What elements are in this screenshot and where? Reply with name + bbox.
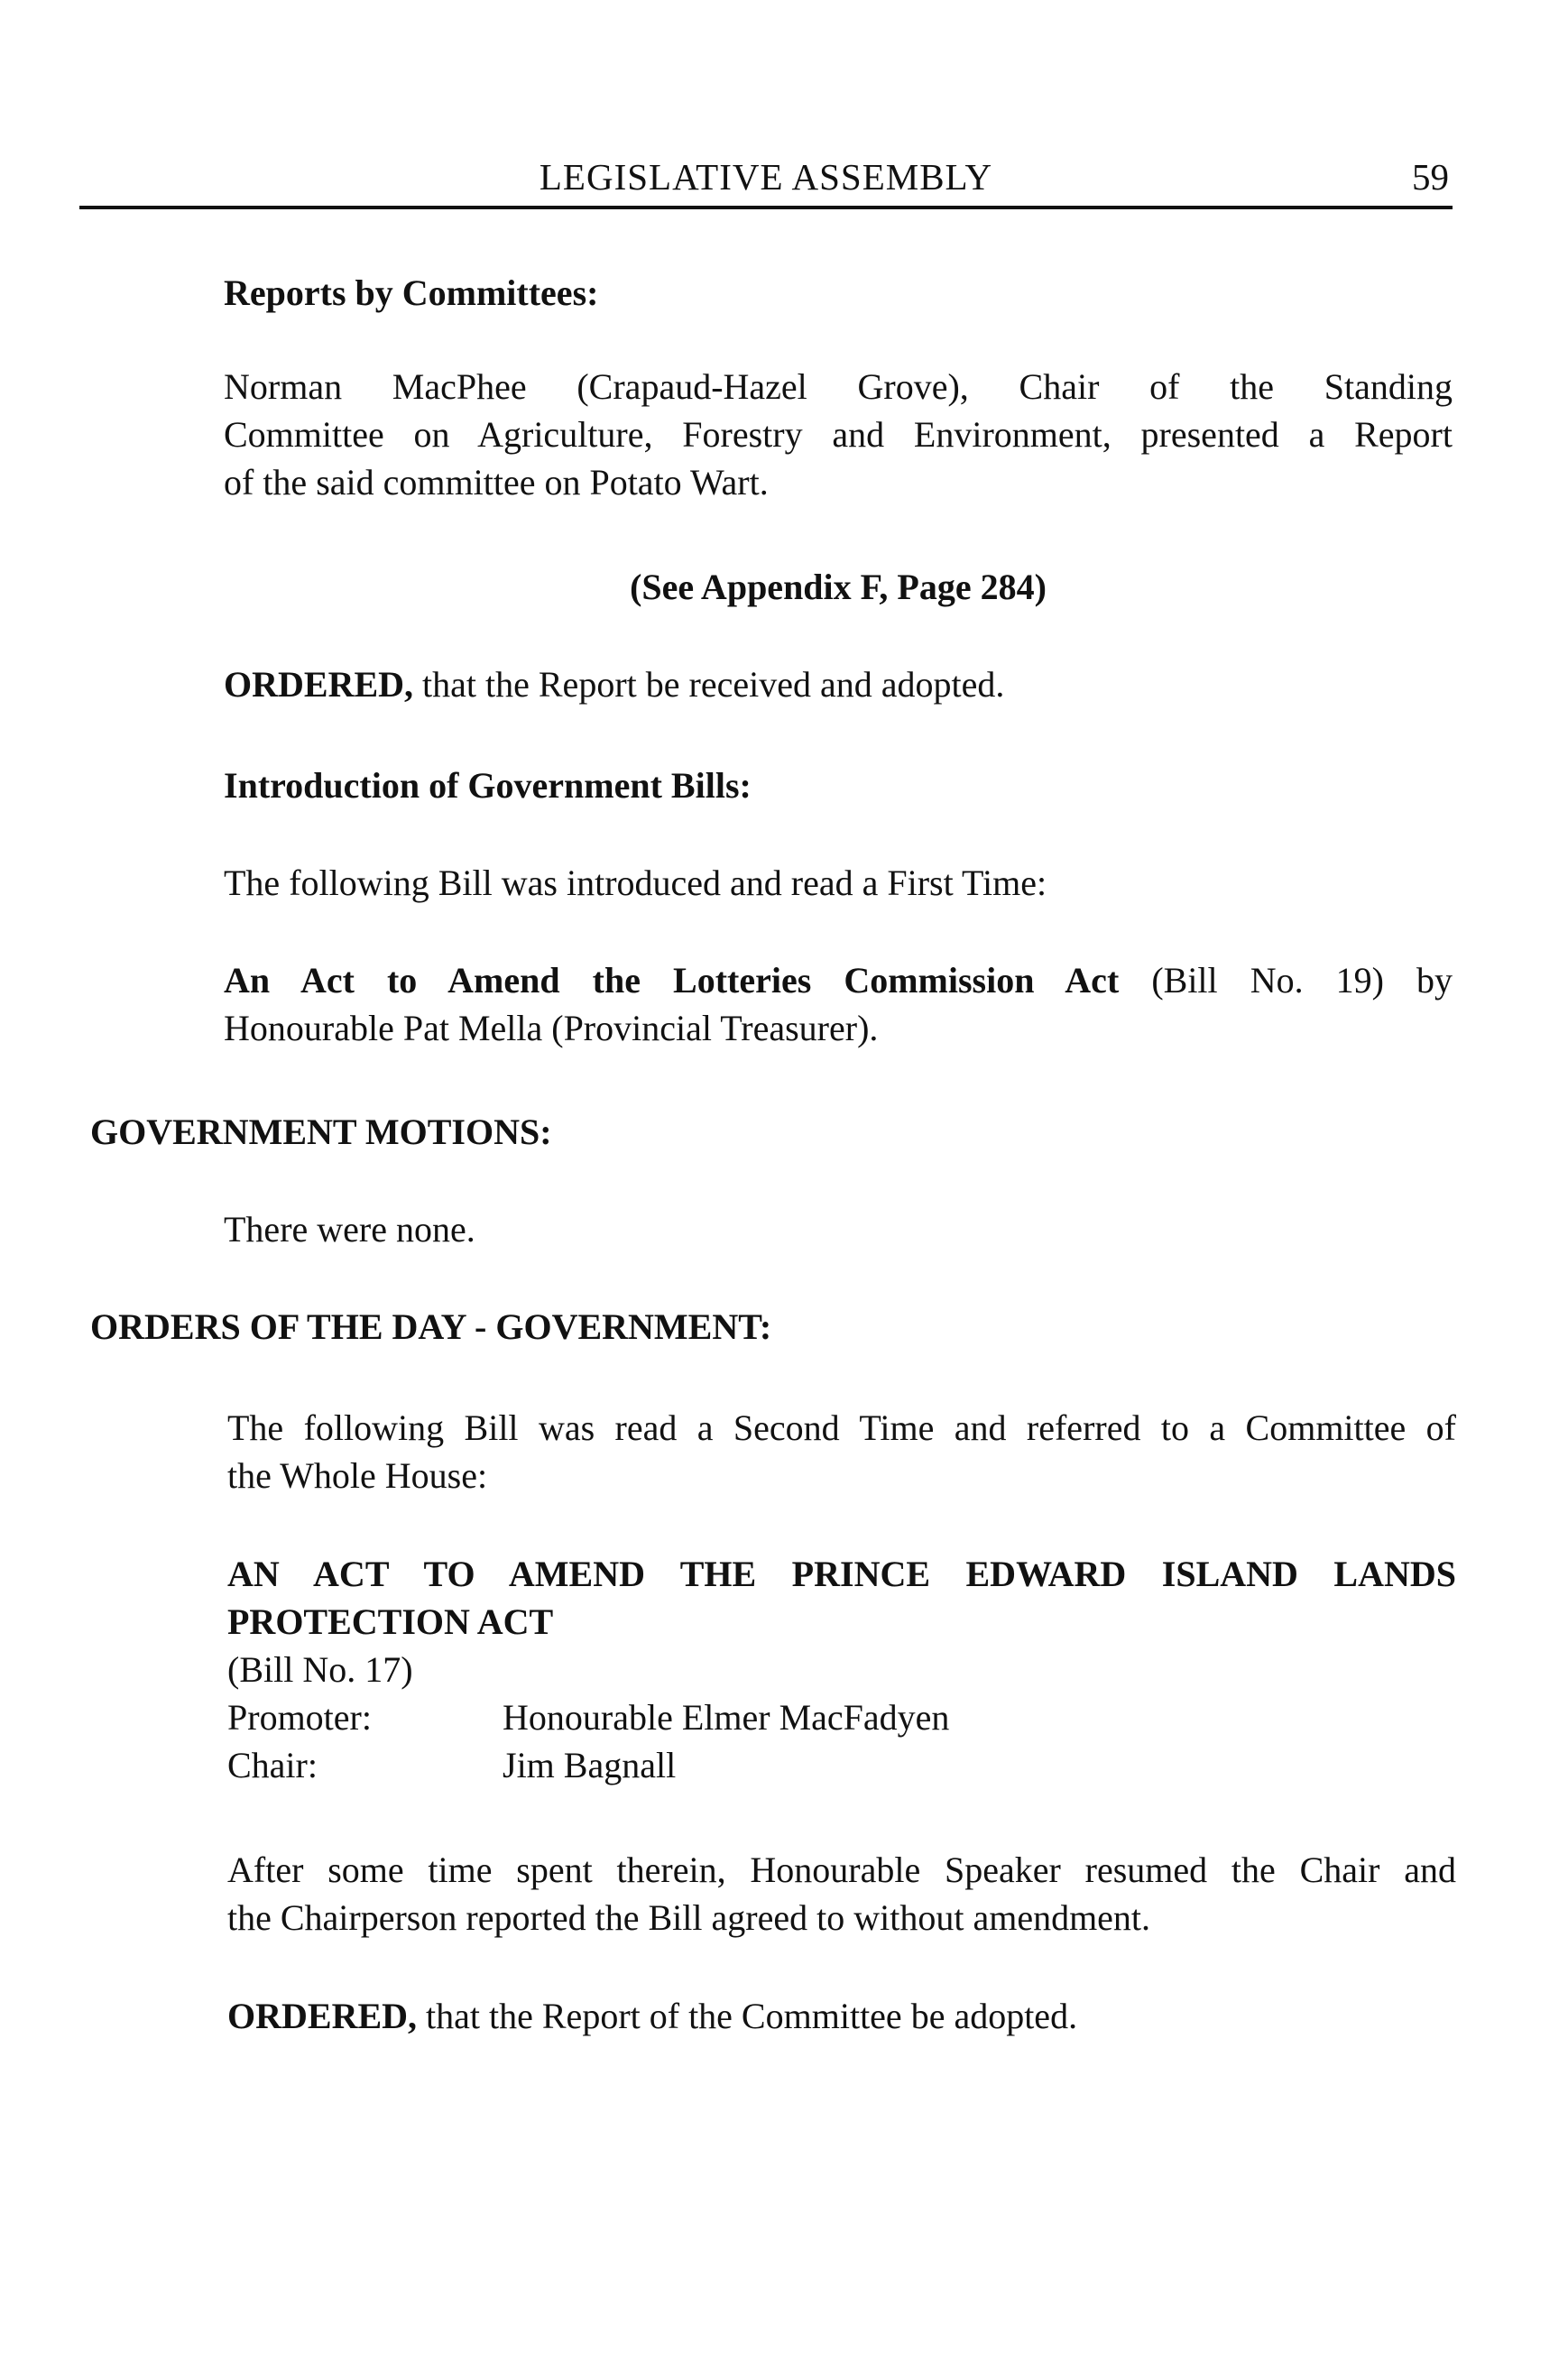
ordered-text: that the Report be received and adopted. (413, 664, 1005, 705)
appendix-reference: (See Appendix F, Page 284) (630, 567, 1047, 607)
orders-paragraph (227, 1404, 1456, 1499)
lotteries-bill-title: An Act to Amend the Lotteries Commission Act (224, 960, 1120, 1001)
page-number: 59 (1412, 156, 1449, 198)
gov-motions-text: There were none. (224, 1209, 475, 1250)
orders-line-1: The following Bill was read a Second Time and referred to a Committee of (227, 1407, 1456, 1448)
reports-line-1: Norman MacPhee (Crapaud-Hazel Grove), Chair of the Standing (224, 366, 1453, 407)
ordered-keyword: ORDERED, (224, 664, 414, 705)
gov-motions-heading: GOVERNMENT MOTIONS: (90, 1112, 552, 1152)
reports-heading: Reports by Committees: (224, 272, 599, 313)
intro-bills-heading: Introduction of Government Bills: (224, 765, 752, 806)
chair-row (227, 1741, 1456, 1789)
promoter-value: Honourable Elmer MacFadyen (503, 1697, 950, 1738)
ordered-keyword-2: ORDERED, (227, 1996, 418, 2036)
orders-ordered (227, 1992, 1077, 2040)
lotteries-bill (224, 956, 1453, 1052)
lands-bill (227, 1550, 1456, 1789)
lands-bill-number: (Bill No. 17) (227, 1649, 413, 1690)
reports-paragraph (224, 363, 1453, 506)
promoter-label: Promoter: (227, 1697, 372, 1738)
chair-value: Jim Bagnall (503, 1745, 677, 1785)
lands-bill-title-line-2: PROTECTION ACT (227, 1601, 554, 1642)
orders-heading: ORDERS OF THE DAY - GOVERNMENT: (90, 1306, 772, 1347)
ordered-text-2: that the Report of the Committee be adopted. (417, 1996, 1078, 2036)
reports-line-3: of the said committee on Potato Wart. (224, 462, 769, 503)
reports-ordered (224, 660, 1004, 708)
after-line-1: After some time spent therein, Honourable Speaker resumed the Chair and (227, 1850, 1456, 1890)
reports-line-2: Committee on Agriculture, Forestry and Environment, presented a Report (224, 414, 1453, 455)
after-line-2: the Chairperson reported the Bill agreed to without amendment. (227, 1897, 1151, 1938)
intro-bills-text: The following Bill was introduced and read a First Time: (224, 863, 1047, 903)
orders-line-2: the Whole House: (227, 1455, 488, 1496)
promoter-row (227, 1693, 1456, 1741)
lotteries-bill-line-1 (224, 956, 1453, 1004)
lands-bill-title-line-1: AN ACT TO AMEND THE PRINCE EDWARD ISLAND LANDS (227, 1554, 1456, 1594)
running-title: LEGISLATIVE ASSEMBLY (539, 156, 993, 198)
chair-label: Chair: (227, 1745, 318, 1785)
after-paragraph (227, 1846, 1456, 1942)
page-header (79, 152, 1453, 209)
lotteries-bill-line-2: Honourable Pat Mella (Provincial Treasurer). (224, 1008, 879, 1048)
lotteries-bill-ref: (Bill No. 19) by (1119, 960, 1453, 1001)
